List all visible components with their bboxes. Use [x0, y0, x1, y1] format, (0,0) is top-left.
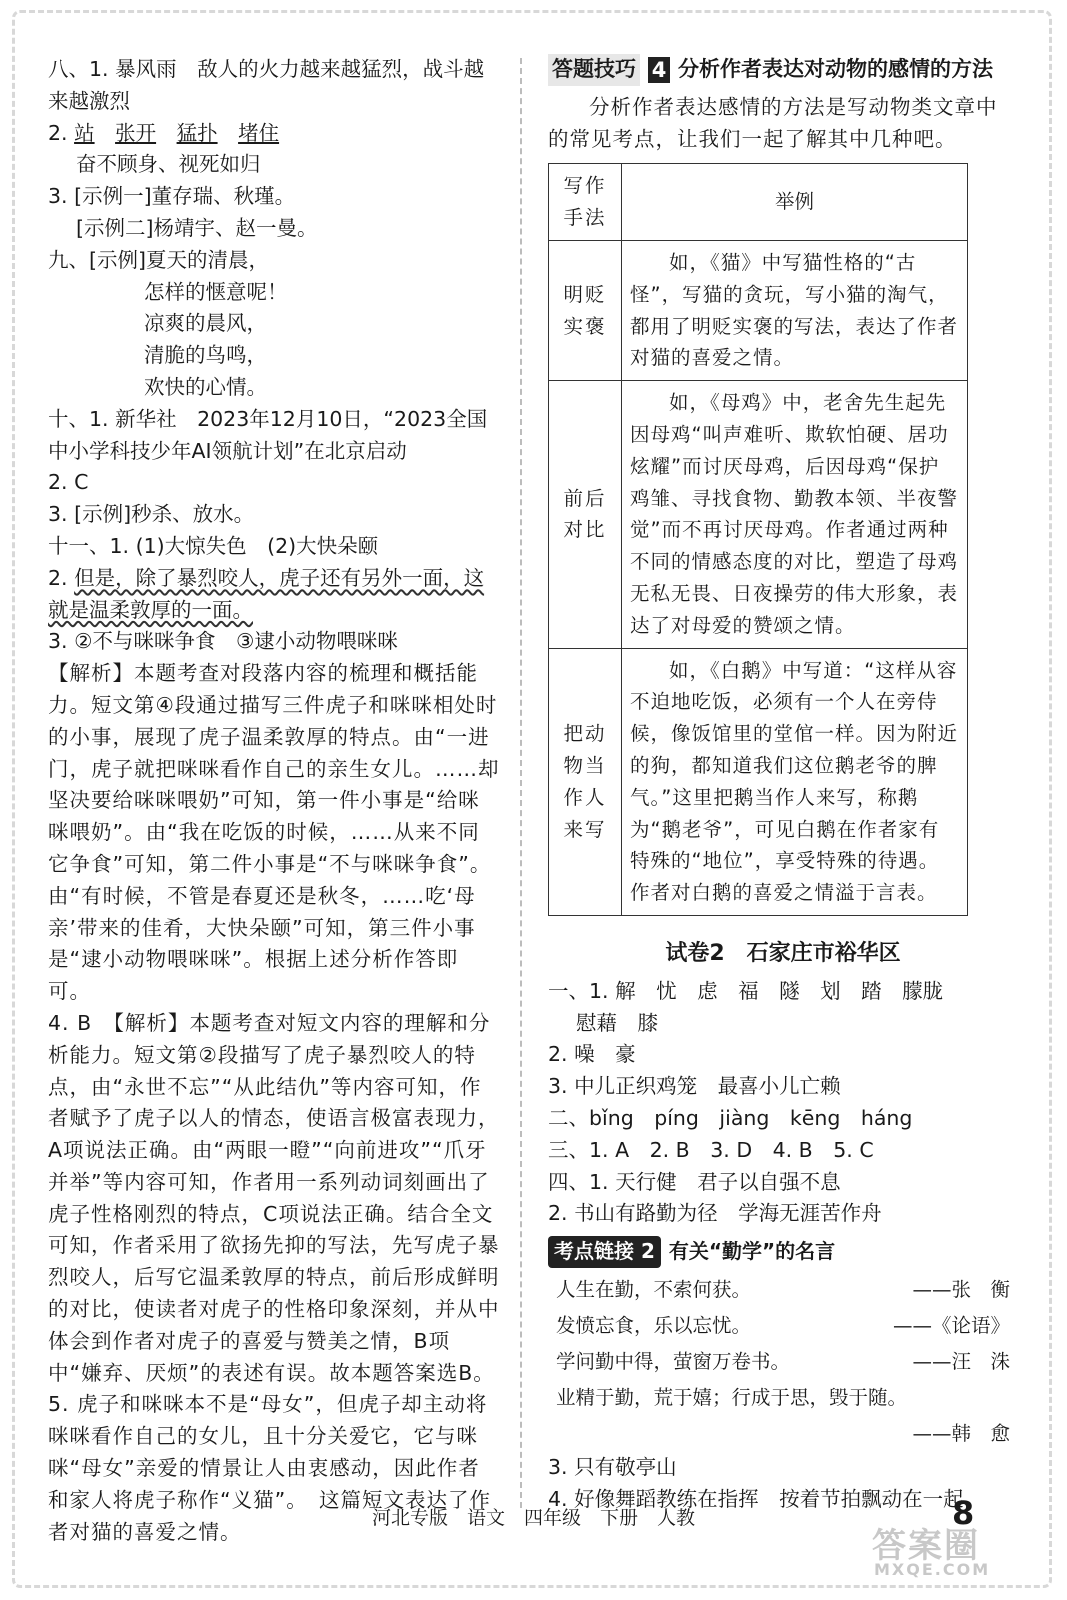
paper2-line: 2. 书山有路勤为径 学海无涯苦作舟 — [548, 1201, 882, 1226]
tip-header — [548, 54, 1018, 86]
answer-9-line-1: 九、[示例]夏天的清晨， — [48, 247, 269, 272]
quote-text: 发愤忘食，乐以忘忧。 — [556, 1313, 752, 1337]
answer-11-5: 5. 虎子和咪咪本不是“母女”，但虎子却主动将咪咪看作自己的女儿，且十分关爱它，它与咪咪“母女”亲爱的情景让人由衷感动，因此作者和家人将虎子称作“义猫”。 这篇短文表达了作者对猫的喜爱之情。 — [48, 1392, 491, 1544]
answer-11-4: 4. B 【解析】本题考查对短文内容的理解和分析能力。短文第②段描写了虎子暴烈咬人的特点，由“永世不忘”“从此结仇”等内容可知，作者赋予了虎子以人的情态，使语言极富表现力，A项说法正确。由“两眼一瞪”“向前进攻”“爪牙并举”等内容可知，作者用一系列动词刻画出了虎子性格刚烈的特点，C项说法正确。结合全文可知，作者采用了欲扬先抑的写法，先写虎子暴烈咬人，后写它温柔敦厚的特点，前后形成鲜明的对比，使读者对虎子的性格印象深刻，并从中体会到作者对虎子的喜爱与赞美之情，B项中“嫌弃、厌烦”的表述有误。故本题答案选B。 — [48, 1010, 500, 1385]
paper2-line: 四、1. 天行健 君子以自强不息 — [548, 1169, 841, 1194]
table-row — [549, 240, 968, 380]
right-column — [548, 54, 1018, 1515]
left-column — [48, 54, 500, 1548]
table-row — [549, 381, 968, 648]
table-header-row — [549, 164, 968, 241]
footer-edition: 河北专版 语文 四年级 下册 人教 — [371, 1507, 695, 1529]
answer-11-3: 3. ②不与咪咪争食 ③逮小动物喂咪咪 — [48, 629, 398, 654]
example-cell: 如，《白鹅》中写道：“这样从容不迫地吃饭，必须有一个人在旁侍候，像饭馆里的堂倌一样。因为附近的狗，都知道我们这位鹅老爷的脾气。”这里把鹅当作人来写，称鹅为“鹅老爷”，可见白鹅在作者家有特殊的“地位”，享受特殊的待遇。作者对白鹅的喜爱之情溢于言表。 — [622, 648, 968, 915]
methods-table — [548, 163, 968, 916]
sep — [156, 121, 177, 145]
paper2-line: 3. 中儿正织鸡笼 最喜小儿亡赖 — [548, 1074, 841, 1099]
quote-source: ——张 衡 — [912, 1277, 1010, 1301]
paper2-line: 慰藉 膝 — [576, 1010, 658, 1035]
tip-label: 答题技巧 — [548, 54, 640, 86]
link-title: 有关“勤学”的名言 — [668, 1239, 836, 1264]
quote-row — [548, 1308, 1018, 1344]
verb-4: 堵住 — [238, 120, 280, 145]
answer-11-2-num: 2. — [48, 565, 75, 590]
example-cell: 如，《母鸡》中，老舍先生起先因母鸡“叫声难听、欺软怕硬、居功炫耀”而讨厌母鸡，后因母鸡“保护鸡雏、寻找食物、勤教本领、半夜警觉”而不再讨厌母鸡。作者通过两种不同的情感态度的对比，塑造了母鸡无私无畏、日夜操劳的伟大形象，表达了对母爱的赞颂之情。 — [622, 381, 968, 648]
paper2-line: 三、1. A 2. B 3. D 4. B 5. C — [548, 1137, 874, 1162]
quote-row — [548, 1272, 1018, 1308]
tip-number: 4 — [648, 57, 670, 83]
answer-8-2-num: 2. — [48, 120, 75, 145]
answer-11-2-sentence: 但是，除了暴烈咬人，虎子还有另外一面，这就是温柔敦厚的一面。 — [48, 565, 485, 622]
tip-intro: 分析作者表达感情的方法是写动物类文章中的常见考点，让我们一起了解其中几种吧。 — [548, 94, 998, 151]
answer-8-1: 八、1. 暴风雨 敌人的火力越来越猛烈，战斗越来越激烈 — [48, 57, 485, 113]
verb-1: 站 — [74, 120, 95, 145]
quote-source: ——《论语》 — [892, 1313, 1010, 1337]
paper-2-title: 试卷2 石家庄市裕华区 — [665, 940, 901, 966]
method-cell: 前后对比 — [549, 381, 622, 648]
sep — [218, 121, 239, 145]
answer-11-2 — [48, 563, 500, 627]
table-row — [549, 648, 968, 915]
answer-9-line-3: 凉爽的晨风， — [144, 311, 267, 336]
answer-9-line-4: 清脆的鸟鸣， — [144, 343, 267, 368]
verb-3: 猛扑 — [176, 120, 218, 145]
link-label-text: 考点链接 — [554, 1239, 634, 1264]
answer-11-1: 十一、1. (1)大惊失色 (2)大快朵颐 — [48, 533, 379, 558]
watermark-logo: 答案圈 — [872, 1526, 980, 1566]
watermark-url: MXQE.COM — [874, 1560, 991, 1579]
paper2-line: 一、1. 解 忧 虑 福 隧 划 踏 朦胧 — [548, 978, 944, 1003]
paper2-tail-line: 4. 好像舞蹈教练在指挥 按着节拍飘动在一起 — [548, 1486, 964, 1511]
answer-8-2b: 奋不顾身、视死如归 — [76, 152, 261, 177]
column-divider — [520, 58, 522, 1508]
link-label — [548, 1236, 661, 1268]
header-method: 写作手法 — [549, 164, 622, 241]
method-cell: 把动物当作人来写 — [549, 648, 622, 915]
example-cell: 如，《猫》中写猫性格的“古怪”，写猫的贪玩，写小猫的淘气，都用了明贬实褒的写法，表达了作者对猫的喜爱之情。 — [622, 240, 968, 380]
header-example: 举例 — [622, 164, 968, 241]
quote-text: 业精于勤，荒于嬉；行成于思，毁于随。 — [556, 1385, 908, 1409]
tip-title: 分析作者表达对动物的感情的方法 — [678, 57, 993, 81]
quote-text: 学问勤中得，萤窗万卷书。 — [556, 1349, 791, 1373]
link-header — [548, 1236, 1018, 1268]
quote-source: ——汪 洙 — [912, 1349, 1010, 1373]
verb-2: 张开 — [115, 120, 157, 145]
quote-text: 人生在勤，不索何获。 — [556, 1277, 752, 1301]
quote-source-last: ——韩 愈 — [912, 1421, 1010, 1445]
answer-8-3a: 3. [示例一]董存瑞、秋瑾。 — [48, 184, 296, 209]
quote-row — [548, 1344, 1018, 1380]
quote-row — [548, 1380, 1018, 1416]
sep — [95, 121, 116, 145]
answer-10-2: 2. C — [48, 470, 89, 495]
paper2-tail-line: 3. 只有敬亭山 — [548, 1454, 677, 1479]
answer-11-3-analysis: 【解析】本题考查对段落内容的梳理和概括能力。短文第④段通过描写三件虎子和咪咪相处时的小事，展现了虎子温柔敦厚的特点。由“一进门，虎子就把咪咪看作自己的亲生女儿。……却坚决要给咪咪喂奶”可知，第一件小事是“给咪咪喂奶”。由“我在吃饭的时候，……从来不同它争食”可知，第二件小事是“不与咪咪争食”。由“有时候，不管是春夏还是秋冬，……吃‘母亲’带来的佳肴，大快朵颐”可知，第三件小事是“逮小动物喂咪咪”。根据上述分析作答即可。 — [48, 661, 500, 1004]
page-number: 8 — [952, 1494, 975, 1532]
link-number: 2 — [640, 1239, 655, 1264]
answer-8-3b: [示例二]杨靖宇、赵一曼。 — [76, 215, 318, 240]
paper2-line: 二、bǐng píng jiàng kēng háng — [548, 1105, 913, 1130]
paper2-line: 2. 噪 豪 — [548, 1042, 636, 1067]
answer-10-1: 十、1. 新华社 2023年12月10日，“2023全国中小学科技少年AI领航计划”在北京启动 — [48, 406, 488, 463]
answer-10-3: 3. [示例]秒杀、放水。 — [48, 502, 255, 527]
answer-9-line-5: 欢快的心情。 — [144, 374, 267, 399]
answer-9-line-2: 怎样的惬意呢！ — [144, 279, 288, 304]
method-cell: 明贬实褒 — [549, 240, 622, 380]
answer-8-2 — [48, 118, 500, 150]
